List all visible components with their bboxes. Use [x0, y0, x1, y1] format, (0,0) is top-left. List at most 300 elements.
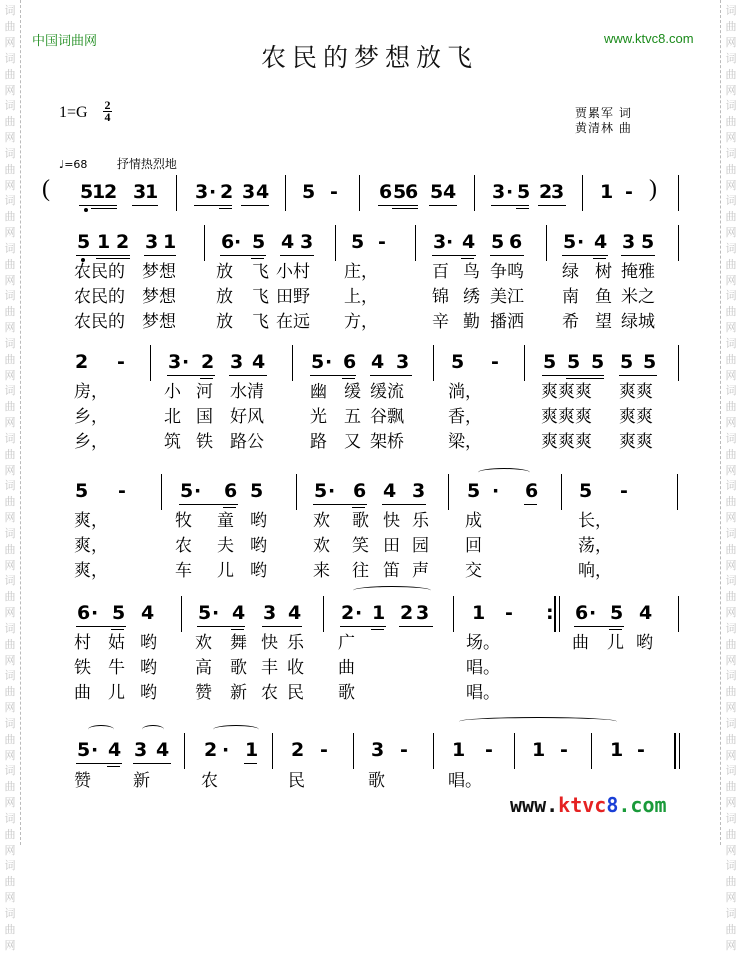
lyric: 路公	[230, 432, 264, 452]
watermark-char: 曲	[4, 305, 16, 318]
note: 5	[579, 480, 593, 502]
watermark-char: 曲	[725, 780, 737, 793]
watermark-char: 词	[725, 99, 737, 112]
barline	[561, 474, 562, 510]
note: ·	[506, 181, 514, 203]
lyric: 铁	[74, 658, 91, 678]
left-watermark-strip	[0, 0, 21, 952]
underline	[392, 208, 418, 209]
lyric: 欢	[313, 511, 330, 531]
underline	[223, 507, 236, 508]
lyric: 放	[216, 287, 233, 307]
watermark-char: 网	[4, 843, 16, 857]
note: 1	[610, 739, 624, 761]
barline	[292, 345, 293, 381]
note: 5	[610, 602, 624, 624]
watermark-char: 网	[725, 83, 737, 97]
watermark-char: 词	[4, 384, 16, 397]
watermark-char: 网	[725, 843, 737, 857]
lyric: 哟	[250, 561, 267, 581]
note: 5	[430, 181, 444, 203]
slur	[459, 717, 617, 726]
underline	[382, 504, 426, 505]
watermark-char: 网	[4, 226, 16, 239]
watermark-char: 曲	[725, 542, 737, 556]
lyric: 架桥	[370, 432, 404, 452]
lyric: 放	[216, 262, 233, 282]
note: 5	[77, 739, 91, 761]
note: ·	[91, 602, 99, 624]
lyric: 童	[217, 511, 234, 531]
barline	[415, 225, 416, 261]
lyric: 哟	[636, 633, 653, 653]
note: 3	[134, 739, 148, 761]
note: -	[637, 739, 645, 761]
lyric: 新	[230, 683, 247, 703]
underline	[144, 255, 176, 256]
barline	[678, 225, 679, 261]
note: 5	[112, 602, 126, 624]
underline	[342, 378, 355, 379]
underline	[133, 763, 171, 764]
note: 1	[532, 739, 546, 761]
underline	[200, 378, 213, 379]
lyric: 百	[432, 262, 449, 282]
composer: 黄清林 曲	[575, 121, 632, 135]
lyric: 路	[310, 432, 327, 452]
barline	[546, 225, 547, 261]
note: 6	[343, 351, 357, 373]
note: 6	[575, 602, 589, 624]
underline	[220, 255, 266, 256]
tempo: ♩=68	[59, 158, 88, 171]
underline	[280, 255, 314, 256]
watermark-char: 网	[4, 796, 16, 809]
lyric: 场。	[466, 633, 500, 653]
watermark-char: 网	[4, 178, 16, 192]
lyric: 梦想	[142, 287, 176, 307]
note: 6	[405, 181, 419, 203]
note: 6	[77, 602, 91, 624]
barline	[582, 175, 583, 211]
watermark-char: 网	[725, 891, 737, 904]
underline	[621, 255, 655, 256]
lyric: 梁，	[448, 432, 482, 452]
watermark-char: 曲	[725, 637, 737, 651]
note: 3	[145, 231, 159, 253]
lyric: 又	[344, 432, 361, 452]
note: ·	[589, 602, 597, 624]
lyric: 牧	[175, 511, 192, 531]
note: -	[485, 739, 493, 761]
note: 2	[400, 602, 414, 624]
lyric: 农民的	[74, 312, 125, 332]
note: 6	[353, 480, 367, 502]
underline	[194, 205, 232, 206]
note: -	[625, 181, 633, 203]
note: 4	[288, 602, 302, 624]
lyric: 儿	[108, 683, 125, 703]
double-barline	[554, 596, 556, 632]
lyric: 鱼	[595, 287, 612, 307]
watermark-char: 词	[725, 906, 737, 920]
time-signature	[103, 100, 112, 123]
lyric: 园	[412, 536, 429, 556]
watermark-char: 曲	[725, 162, 737, 176]
lyric: 哟	[140, 633, 157, 653]
watermark-char: 网	[725, 368, 737, 382]
underline	[251, 258, 264, 259]
lyric: 声	[412, 561, 429, 581]
lyric: 在远	[276, 312, 310, 332]
note: -	[320, 739, 328, 761]
note: 5	[543, 351, 557, 373]
lyric: 歌	[338, 683, 355, 703]
lyric: 欢	[195, 633, 212, 653]
watermark-char: 曲	[725, 495, 737, 508]
lyric: 唱。	[466, 683, 500, 703]
note: 5	[302, 181, 316, 203]
lyric: 长，	[578, 511, 612, 531]
watermark-char: 网	[4, 131, 16, 144]
watermark-char: 曲	[4, 780, 16, 793]
lyric: 舞	[230, 633, 247, 653]
watermark-char: 曲	[4, 875, 16, 888]
underline	[461, 258, 474, 259]
lyric: 南	[562, 287, 579, 307]
barline	[453, 596, 454, 632]
barline	[678, 345, 679, 381]
watermark-char: 网	[725, 416, 737, 429]
watermark-char: 曲	[725, 210, 737, 223]
underline	[96, 258, 130, 259]
underline	[219, 208, 232, 209]
watermark-char: 网	[725, 796, 737, 809]
underline	[378, 205, 418, 206]
lyric: 庄，	[344, 262, 378, 282]
underline	[313, 504, 367, 505]
lyric: 歌	[368, 771, 385, 791]
underline	[229, 375, 267, 376]
watermark-char: 词	[725, 4, 737, 17]
underline	[352, 507, 365, 508]
lyric: 笛	[383, 561, 400, 581]
note: 4	[443, 181, 457, 203]
note: 4	[256, 181, 270, 203]
lyric: 乐	[287, 633, 304, 653]
lyric: 回	[465, 536, 482, 556]
watermark-char: 词	[4, 51, 16, 65]
barline	[353, 733, 354, 769]
barline	[285, 175, 286, 211]
note: 6	[221, 231, 235, 253]
note: ·	[222, 739, 230, 761]
underline	[491, 205, 529, 206]
watermark-char: 网	[4, 463, 16, 477]
underline	[542, 375, 604, 376]
expression: 抒情热烈地	[116, 157, 177, 171]
lyric: 鸟	[463, 262, 480, 282]
watermark-char: 词	[4, 479, 16, 492]
lyric: 爽爽爽	[541, 382, 592, 402]
lyric: 儿	[607, 633, 624, 653]
watermark-char: 词	[4, 906, 16, 920]
watermark-char: 曲	[725, 115, 737, 128]
note: ·	[194, 480, 202, 502]
watermark-char: 曲	[4, 67, 16, 81]
watermark-char: 网	[725, 36, 737, 49]
watermark-char: 曲	[4, 447, 16, 461]
barline	[559, 596, 560, 632]
note: 2	[539, 181, 553, 203]
lyric: 绣	[463, 287, 480, 307]
watermark-char: 曲	[4, 352, 16, 366]
watermark-char: 词	[4, 764, 16, 777]
watermark-char: 曲	[4, 162, 16, 176]
watermark-char: 词	[725, 241, 737, 255]
lyric: 农民的	[74, 262, 125, 282]
watermark-char: 词	[725, 194, 737, 207]
lyric: 广	[338, 633, 355, 653]
note: 5	[591, 351, 605, 373]
note: 5	[314, 480, 328, 502]
time-sig-bottom: 4	[104, 110, 111, 124]
lyric: 唱。	[466, 658, 500, 678]
watermark-char: 词	[4, 4, 16, 17]
underline	[562, 255, 608, 256]
lyric: 成	[465, 511, 482, 531]
note: 5	[198, 602, 212, 624]
note: -	[491, 351, 499, 373]
underline	[524, 504, 537, 505]
lyric: 缓	[344, 382, 361, 402]
lyric: 农	[175, 536, 192, 556]
lyric: 树	[595, 262, 612, 282]
lyric: 播洒	[490, 312, 524, 332]
lyric: 放	[216, 312, 233, 332]
watermark-char: 曲	[4, 400, 16, 413]
watermark-char: 曲	[4, 210, 16, 223]
lyric: 掩雅	[621, 262, 655, 282]
note: 5	[620, 351, 634, 373]
note: 1	[145, 181, 159, 203]
watermark-char: 词	[4, 431, 16, 445]
underline	[179, 504, 238, 505]
barline	[524, 345, 525, 381]
lyric: 曲	[572, 633, 589, 653]
barline	[150, 345, 151, 381]
lyric: 乡，	[74, 407, 108, 427]
watermark-char: 曲	[4, 922, 16, 936]
watermark-char: 词	[725, 146, 737, 160]
lyric: 高	[195, 658, 212, 678]
watermark-char: 词	[4, 194, 16, 207]
note: 4	[639, 602, 653, 624]
watermark-char: 曲	[725, 447, 737, 461]
note: 5	[252, 231, 266, 253]
watermark-char: 曲	[725, 67, 737, 81]
note: 6	[525, 480, 539, 502]
footer-logo	[510, 793, 667, 817]
lyric: 小村	[276, 262, 310, 282]
slur	[88, 725, 114, 734]
barline	[181, 596, 182, 632]
note: -	[117, 351, 125, 373]
note: 3	[300, 231, 314, 253]
lyric: 筑	[164, 432, 181, 452]
note: -	[400, 739, 408, 761]
note: 4	[462, 231, 476, 253]
note: ·	[446, 231, 454, 253]
lyric: 幽	[310, 382, 327, 402]
lyric: 田	[383, 536, 400, 556]
watermark-char: 网	[725, 226, 737, 239]
credits	[575, 106, 632, 136]
lyric: 笑	[352, 536, 369, 556]
underline	[370, 375, 412, 376]
barline	[433, 733, 434, 769]
barline	[591, 733, 592, 769]
watermark-char: 网	[4, 748, 16, 762]
lyric: 梦想	[142, 262, 176, 282]
lyric: 爽爽爽	[541, 407, 592, 427]
watermark-char: 词	[4, 811, 16, 825]
watermark-char: 网	[4, 83, 16, 97]
underline	[91, 208, 117, 209]
underline	[197, 626, 245, 627]
lyric: 缓流	[370, 382, 404, 402]
watermark-char: 词	[4, 241, 16, 255]
watermark-char: 网	[4, 273, 16, 287]
barline	[296, 474, 297, 510]
note: 5	[563, 231, 577, 253]
lyric: 爽，	[74, 561, 108, 581]
lyric: 歌	[230, 658, 247, 678]
watermark-char: 词	[4, 526, 16, 540]
note: -	[118, 480, 126, 502]
watermark-char: 词	[4, 289, 16, 302]
watermark-char: 曲	[725, 257, 737, 271]
watermark-char: 曲	[725, 400, 737, 413]
note: ·	[234, 231, 242, 253]
note: 6	[509, 231, 523, 253]
underline	[516, 208, 529, 209]
note: 3	[242, 181, 256, 203]
watermark-char: 曲	[725, 685, 737, 698]
watermark-char: 网	[725, 131, 737, 144]
note: 5	[80, 181, 94, 203]
note: 3	[622, 231, 636, 253]
logo-part: .com	[618, 793, 667, 817]
watermark-char: 曲	[4, 257, 16, 271]
note: 3	[396, 351, 410, 373]
lyric: 小	[164, 382, 181, 402]
lyric: 望	[595, 312, 612, 332]
lyric: 淌，	[448, 382, 482, 402]
note: ·	[355, 602, 363, 624]
watermark-char: 曲	[4, 637, 16, 651]
lyric: 丰	[261, 658, 278, 678]
lyric: 飞	[252, 287, 269, 307]
note: 1	[472, 602, 486, 624]
barline	[184, 733, 185, 769]
watermark-char: 曲	[725, 732, 737, 746]
watermark-char: 网	[725, 178, 737, 192]
lyric: 歌	[352, 511, 369, 531]
underline	[619, 375, 657, 376]
note: ·	[91, 739, 99, 761]
barline	[433, 345, 434, 381]
note: 4	[141, 602, 155, 624]
note: 4	[281, 231, 295, 253]
lyricist: 贾累军 词	[575, 106, 632, 120]
note: 3	[230, 351, 244, 373]
watermark-char: 网	[4, 321, 16, 334]
note: 5	[567, 351, 581, 373]
lyric: 往	[352, 561, 369, 581]
note: ·	[209, 181, 217, 203]
watermark-char: 词	[4, 859, 16, 872]
note: 5	[467, 480, 481, 502]
underline	[593, 258, 606, 259]
note: ·	[325, 351, 333, 373]
lyric: 国	[196, 407, 213, 427]
lyric: 爽，	[74, 511, 108, 531]
lyric: 民	[288, 771, 305, 791]
underline	[107, 766, 120, 767]
watermark-char: 词	[725, 811, 737, 825]
note: 1	[600, 181, 614, 203]
lyric: 民	[287, 683, 304, 703]
watermark-char: 网	[4, 416, 16, 429]
note: 3	[133, 181, 147, 203]
note: 5	[351, 231, 365, 253]
note: 3	[168, 351, 182, 373]
watermark-char: 网	[4, 36, 16, 49]
lyric: 绿城	[621, 312, 655, 332]
logo-part: 8	[606, 793, 619, 817]
lyric: 爽爽爽	[541, 432, 592, 452]
watermark-char: 网	[725, 321, 737, 334]
watermark-char: 曲	[4, 20, 16, 33]
note: ·	[328, 480, 336, 502]
underline	[490, 255, 524, 256]
lyric: 光	[310, 407, 327, 427]
note: 1	[372, 602, 386, 624]
note: 2	[104, 181, 118, 203]
watermark-char: 词	[725, 289, 737, 302]
site-name-cn: 中国词曲网	[32, 34, 98, 49]
site-url: www.ktvc8.com	[604, 31, 694, 46]
watermark-char: 词	[4, 621, 16, 635]
tempo-marking	[59, 155, 177, 172]
watermark-char: 词	[4, 146, 16, 160]
lyric: 曲	[74, 683, 91, 703]
note: -	[505, 602, 513, 624]
lyric: 美江	[490, 287, 524, 307]
note: 5	[643, 351, 657, 373]
watermark-char: 词	[725, 764, 737, 777]
watermark-char: 网	[725, 558, 737, 572]
lyric: 牛	[108, 658, 125, 678]
watermark-char: 词	[725, 336, 737, 350]
lyric: 荡，	[578, 536, 612, 556]
watermark-char: 词	[4, 669, 16, 682]
lyric: 乡，	[74, 432, 108, 452]
watermark-char: 词	[725, 479, 737, 492]
watermark-char: 曲	[4, 542, 16, 556]
lyric: 快	[261, 633, 278, 653]
